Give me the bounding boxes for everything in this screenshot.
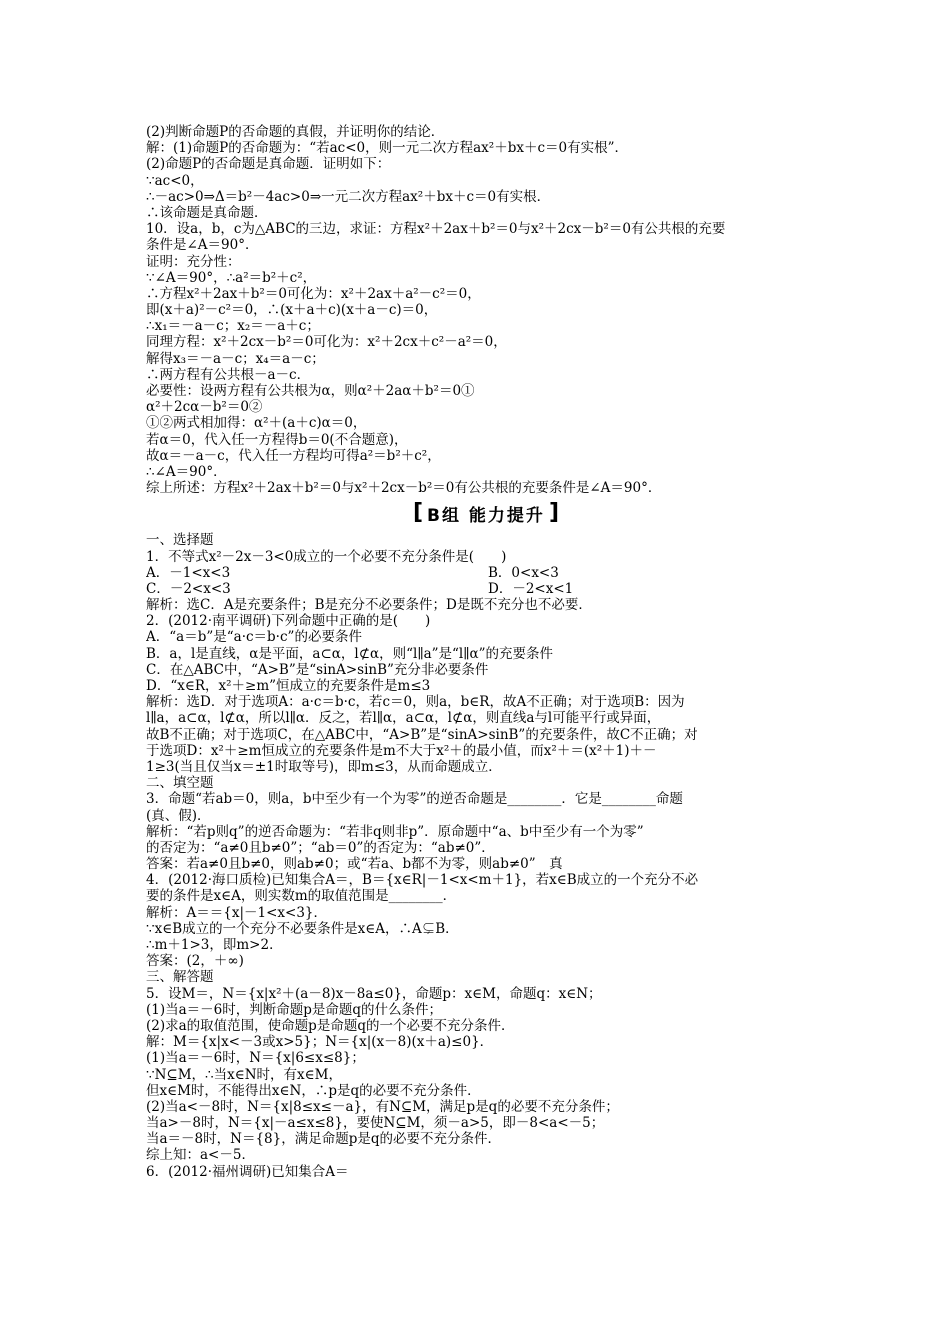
text-line: ∴该命题是真命题． bbox=[146, 204, 268, 221]
text-line: 条件是∠A＝90°． bbox=[146, 237, 259, 254]
text-line: α²＋2cα－b²＝0② bbox=[146, 399, 263, 416]
text-line: 必要性：设两方程有公共根为α，则α²＋2aα＋b²＝0① bbox=[146, 383, 475, 399]
text-line: 5．设M＝，N＝{x|x²＋(a－8)x－8a≤0}，命题p：x∈M，命题q：x∈N； bbox=[146, 985, 602, 1002]
text-line: 故α＝－a－c，代入任一方程均可得a²＝b²＋c²， bbox=[146, 447, 441, 464]
text-line: ∵∠A＝90°，∴a²＝b²＋c²， bbox=[146, 269, 317, 286]
text-line: (真、假)． bbox=[146, 807, 211, 824]
banner-bracket-left: [ bbox=[412, 500, 424, 526]
option-b: B．a，l是直线，α是平面，a⊂α，l⊄α，则“l∥a”是“l∥α”的充要条件 bbox=[146, 645, 554, 662]
text-line: 综上所述：方程x²＋2ax＋b²＝0与x²＋2cx－b²＝0有公共根的充要条件是∠A＝90°． bbox=[146, 480, 662, 497]
fill-in-section bbox=[146, 775, 826, 969]
text-line: (1)当a＝－6时，N＝{x|6≤x≤8}； bbox=[146, 1050, 365, 1067]
text-line: (2)当a<－8时，N＝{x|8≤x≤－a}，有N⊆M，满足p是q的必要不充分条件； bbox=[146, 1098, 619, 1115]
option-b: B．0<x<3 bbox=[488, 564, 559, 581]
text-line: 当a＝－8时，N＝{8}，满足命题p是q的必要不充分条件． bbox=[146, 1131, 502, 1148]
text-line: 综上知：a<－5． bbox=[146, 1147, 255, 1164]
text-line: (1)当a＝－6时，判断命题p是命题q的什么条件； bbox=[146, 1001, 443, 1018]
text-line: 解得x₃＝－a－c；x₄＝a－c； bbox=[146, 350, 325, 367]
section-banner bbox=[146, 498, 826, 528]
answer-analysis: 解析：选D．对于选项A：a·c＝b·c，若c＝0，则a，b∈R，故A不正确；对于选项B：因为 bbox=[146, 694, 685, 711]
section-heading: 二、填空题 bbox=[146, 775, 214, 792]
answer-analysis: 故B不正确；对于选项C，在△ABC中，“A>B”是“sinA>sinB”的充要条件，故C不正确；对 bbox=[146, 726, 698, 743]
text-line: ∴方程x²＋2ax＋b²＝0可化为：x²＋2ax＋a²－c²＝0， bbox=[146, 285, 481, 302]
text-line: 6．(2012·福州调研)已知集合A＝ bbox=[146, 1163, 349, 1180]
answer-analysis: l∥a，a⊂α，l⊄α，所以l∥α．反之，若l∥α，a⊂α，l⊄α，则直线a与l可能平行或异面， bbox=[146, 710, 661, 727]
text-line: 4．(2012·海口质检)已知集合A＝，B＝{x∈R|－1<x<m＋1}，若x∈B成立的一个充分不必 bbox=[146, 872, 699, 889]
question-stem: 1．不等式x²－2x－3<0成立的一个必要不充分条件是( ) bbox=[146, 548, 507, 565]
option-a: A．“a＝b”是“a·c＝b·c”的必要条件 bbox=[146, 629, 362, 646]
section-heading: 三、解答题 bbox=[146, 969, 214, 986]
text-line: 要的条件是x∈A，则实数m的取值范围是________． bbox=[146, 888, 457, 905]
section-heading: 一、选择题 bbox=[146, 532, 214, 549]
solve-section bbox=[146, 969, 826, 1179]
text-line: 证明：充分性： bbox=[146, 253, 241, 270]
text-line: ∴m＋1>3，即m>2． bbox=[146, 937, 283, 953]
text-line: 3．命题“若ab＝0，则a，b中至少有一个为零”的逆否命题是________．它是________命题 bbox=[146, 791, 683, 808]
option-d: D．－2<x<1 bbox=[488, 580, 574, 597]
solution-block-top bbox=[146, 124, 826, 496]
banner-bracket-right: ] bbox=[548, 500, 559, 526]
text-line: 但x∈M时，不能得出x∈N，∴p是q的必要不充分条件． bbox=[146, 1082, 481, 1099]
text-line: 10．设a，b，c为△ABC的三边，求证：方程x²＋2ax＋b²＝0与x²＋2cx－b²＝0有公共根的充要 bbox=[146, 221, 726, 238]
text-line: 答案：若a≠0且b≠0，则ab≠0；或“若a、b都不为零，则ab≠0” 真 bbox=[146, 856, 563, 873]
text-line: (2)命题P的否命题是真命题．证明如下： bbox=[146, 156, 391, 173]
option-row bbox=[146, 581, 826, 597]
answer-analysis: 解析：选C．A是充要条件；B是充分不必要条件；D是既不充分也不必要． bbox=[146, 597, 592, 614]
text-line: 解：(1)命题P的否命题为：“若ac<0，则一元二次方程ax²＋bx＋c＝0有实根”． bbox=[146, 140, 628, 157]
text-line: ①②两式相加得：α²＋(a＋c)α＝0， bbox=[146, 415, 367, 432]
question-2 bbox=[146, 613, 826, 775]
document-page bbox=[146, 124, 826, 1180]
text-line: 的否定为：“a≠0且b≠0”；“ab＝0”的否定为：“ab≠0”． bbox=[146, 839, 495, 856]
text-line: ∴x₁＝－a－c；x₂＝－a＋c； bbox=[146, 318, 320, 335]
option-d: D．“x∈R，x²＋≥m”恒成立的充要条件是m≤3 bbox=[146, 678, 431, 694]
option-row bbox=[146, 565, 826, 581]
text-line: ∵x∈B成立的一个充分不必要条件是x∈A，∴A⊊B． bbox=[146, 920, 459, 937]
answer-analysis: 1≥3(当且仅当x＝±1时取等号)，即m≤3，从而命题成立． bbox=[146, 758, 502, 775]
text-line: 解析：A＝＝{x|－1<x<3}． bbox=[146, 904, 328, 921]
text-line: 即(x＋a)²－c²＝0，∴(x＋a＋c)(x＋a－c)＝0， bbox=[146, 302, 438, 319]
question-1 bbox=[146, 532, 826, 613]
text-line: 若α＝0，代入任一方程得b＝0(不合题意)， bbox=[146, 431, 408, 448]
text-line: ∴∠A＝90°． bbox=[146, 463, 227, 480]
text-line: 答案：(2，＋∞) bbox=[146, 953, 244, 970]
question-stem: 2．(2012·南平调研)下列命题中正确的是( ) bbox=[146, 613, 431, 630]
banner-title: B组 能力提升 bbox=[427, 505, 545, 526]
text-line: (2)判断命题P的否命题的真假，并证明你的结论． bbox=[146, 124, 445, 140]
text-line: (2)求a的取值范围，使命题p是命题q的一个必要不充分条件． bbox=[146, 1017, 515, 1034]
text-line: 解：M＝{x|x<－3或x>5}；N＝{x|(x－8)(x＋a)≤0}． bbox=[146, 1034, 494, 1051]
text-line: ∵ac<0， bbox=[146, 172, 204, 189]
text-line: 同理方程：x²＋2cx－b²＝0可化为：x²＋2cx＋c²－a²＝0， bbox=[146, 334, 507, 351]
option-c: C．在△ABC中，“A>B”是“sinA>sinB”充分非必要条件 bbox=[146, 661, 489, 678]
text-line: ∴两方程有公共根－a－c． bbox=[146, 366, 311, 383]
option-a: A．－1<x<3 bbox=[146, 564, 231, 581]
option-c: C．－2<x<3 bbox=[146, 580, 231, 597]
text-line: 当a>－8时，N＝{x|－a≤x≤8}，要使N⊆M，须－a>5，即－8<a<－5； bbox=[146, 1115, 605, 1132]
text-line: 解析：“若p则q”的逆否命题为：“若非q则非p”．原命题中“a、b中至少有一个为零” bbox=[146, 823, 644, 840]
text-line: ∴－ac>0⇒Δ＝b²－4ac>0⇒一元二次方程ax²＋bx＋c＝0有实根． bbox=[146, 188, 551, 205]
text-line: ∵N⊆M，∴当x∈N时，有x∈M， bbox=[146, 1066, 342, 1083]
answer-analysis: 于选项D：x²＋≥m恒成立的充要条件是m不大于x²＋的最小值，而x²＋＝(x²＋1)＋－ bbox=[146, 742, 657, 759]
